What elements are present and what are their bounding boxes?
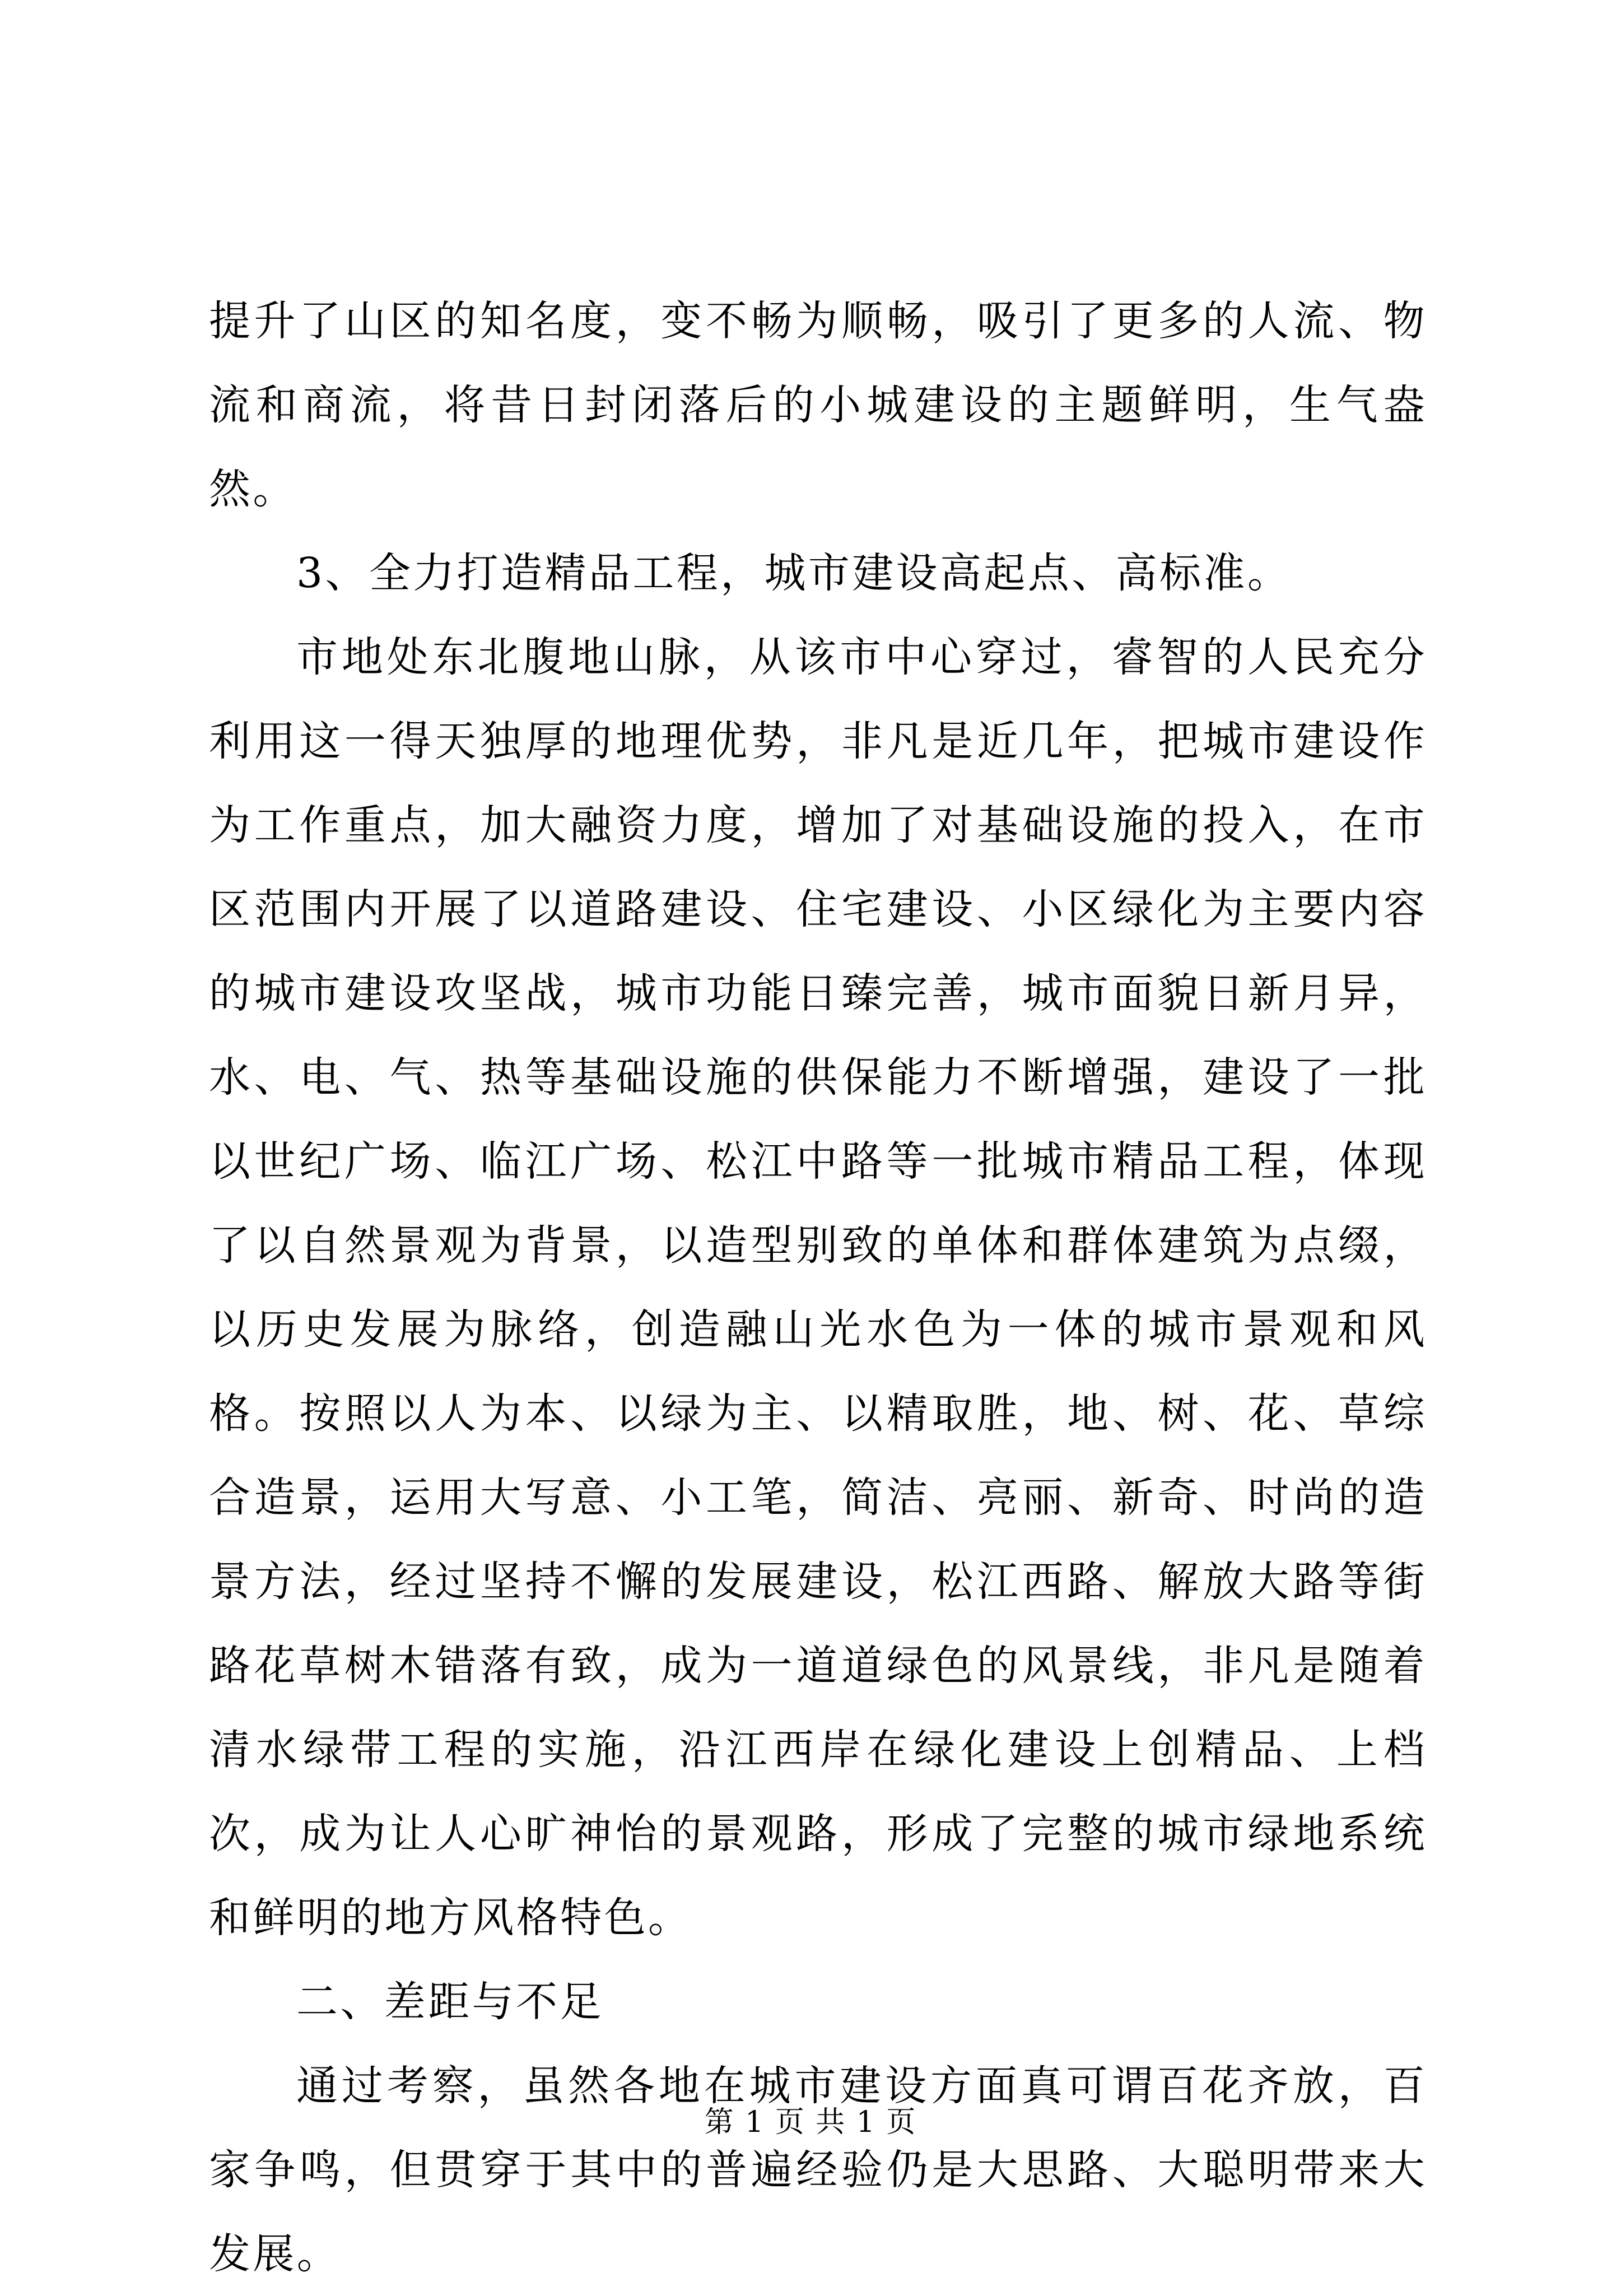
section-heading-3: 3、全力打造精品工程，城市建设高起点、高标准。 [296, 549, 1292, 597]
document-body [209, 279, 1427, 2296]
paragraph-city-construction: 市地处东北腹地山脉，从该市中心穿过，睿智的人民充分利用这一得天独厚的地理优势，非凡是近几年，把城市建设作为工作重点，加大融资力度，增加了对基础设施的投入，在市区范围内开展了以道路建设、住宅建设、小区绿化为主要内容的城市建设攻坚战，城市功能日臻完善，城市面貌日新月异，水、电、气、热等基础设施的供保能力不断增强，建设了一批以世纪广场、临江广场、松江中路等一批城市精品工程，体现了以自然景观为背景，以造型别致的单体和群体建筑为点缀，以历史发展为脉络，创造融山光水色为一体的城市景观和风格。按照以人为本、以绿为主、以精取胜，地、树、花、草综合造景，运用大写意、小工笔，简洁、亮丽、新奇、时尚的造景方法，经过坚持不懈的发展建设，松江西路、解放大路等街路花草树木错落有致，成为一道道绿色的风景线，非凡是随着清水绿带工程的实施，沿江西岸在绿化建设上创精品、上档次，成为让人心旷神怡的景观路，形成了完整的城市绿地系统和鲜明的地方风格特色。 [209, 633, 1427, 1942]
paragraph-continuation: 提升了山区的知名度，变不畅为顺畅，吸引了更多的人流、物流和商流，将昔日封闭落后的小城建设的主题鲜明，生气盎然。 [209, 297, 1427, 513]
section-heading-gaps: 二、差距与不足 [296, 1978, 604, 2026]
page-footer: 第 1 页 共 1 页 [704, 2106, 917, 2139]
paragraph-inspection: 通过考察，虽然各地在城市建设方面真可谓百花齐放，百家争鸣，但贯穿于其中的普遍经验仍是大思路、大聪明带来大发展。 [209, 2062, 1427, 2278]
